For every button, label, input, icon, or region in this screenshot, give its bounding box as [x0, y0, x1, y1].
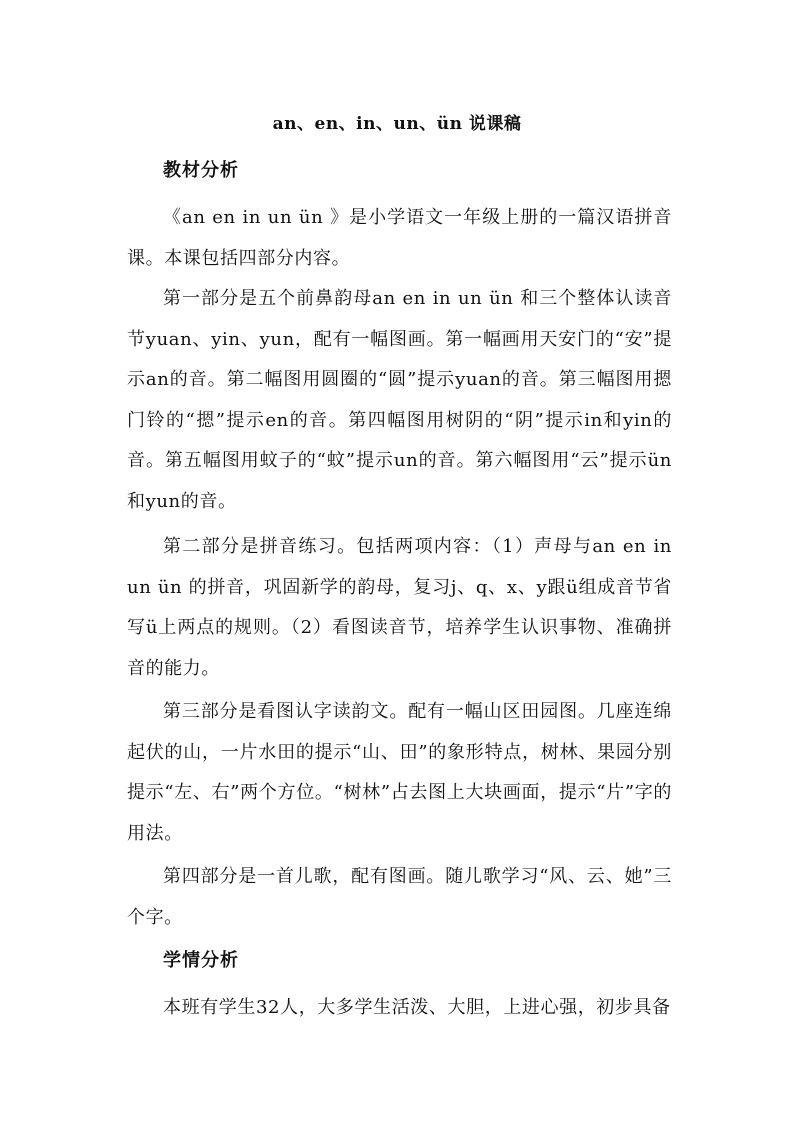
paragraph-student-analysis: 本班有学生32人，大多学生活泼、大胆，上进心强，初步具备	[163, 997, 671, 1018]
section-heading-student-analysis: 学情分析	[163, 950, 239, 971]
paragraph-part-four: 第四部分是一首儿歌，配有图画。随儿歌学习“风、云、她”三个字。	[127, 866, 672, 928]
paragraph-part-three: 第三部分是看图认字读韵文。配有一幅山区田园图。几座连绵起伏的山，一片水田的提示“山、田”的象形特点，树林、果园分别提示“左、右”两个方位。“树林”占去图上大块画面，提示“片”字的用法。	[127, 701, 672, 844]
document-title: an、en、in、un、ün 说课稿	[272, 114, 522, 134]
paragraph-part-two: 第二部分是拼音练习。包括两项内容：（1）声母与an en in un ün 的拼音，巩固新学的韵母，复习j、q、x、y跟ü组成音节省写ü上两点的规则。（2）看图读音节，培养学生认识事物、准确拼音的能力。	[127, 536, 672, 679]
paragraph-part-one: 第一部分是五个前鼻韵母an en in un ün 和三个整体认读音节yuan、yin、yun，配有一幅图画。第一幅画用天安门的“安”提示an的音。第二幅图用圆圈的“圆”提示yuan的音。第三幅图用摁门铃的“摁”提示en的音。第四幅图用树阴的“阴”提示in和yin的音。第五幅图用蚊子的“蚊”提示un的音。第六幅图用“云”提示ün和yun的音。	[127, 288, 672, 512]
section-heading-textbook-analysis: 教材分析	[163, 160, 239, 181]
paragraph-intro: 《an en in un ün 》是小学语文一年级上册的一篇汉语拼音课。本课包括四部分内容。	[127, 207, 672, 269]
